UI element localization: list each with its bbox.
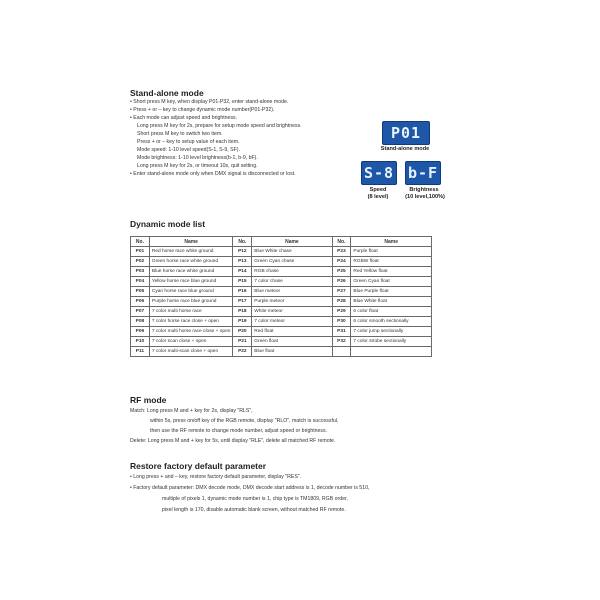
mode-number-cell: P02 xyxy=(131,257,150,267)
column-header: Name xyxy=(252,237,332,247)
brightness-caption: Brightness xyxy=(409,187,439,193)
table-row xyxy=(131,287,432,297)
table-row xyxy=(131,267,432,277)
mode-number-cell: P04 xyxy=(131,277,150,287)
mode-name-cell: 7 color horse race close + open xyxy=(149,317,233,327)
rf-line: Match: Long press M and + key for 2s, display "RLS", xyxy=(130,408,253,414)
rf-line: Delete: Long press M and + key for 5s, until display "RLE", delete all matched RF remote. xyxy=(130,438,336,444)
column-header: Name xyxy=(149,237,233,247)
brightness-level-caption: (10 level,100%) xyxy=(405,194,445,200)
mode-number-cell: P29 xyxy=(332,307,351,317)
lcd-display-speed: S-8 xyxy=(361,161,397,185)
mode-name-cell: 7 color multi horse race xyxy=(149,307,233,317)
mode-number-cell: P22 xyxy=(233,347,252,357)
standalone-line: Long press M key for 2s, prepare for setup mode speed and brightness. xyxy=(137,123,302,129)
table-row xyxy=(131,337,432,347)
table-row xyxy=(131,307,432,317)
mode-name-cell: 7 color multi horse race close + open xyxy=(149,327,233,337)
mode-number-cell: P08 xyxy=(131,317,150,327)
mode-number-cell: P19 xyxy=(233,317,252,327)
mode-number-cell: P11 xyxy=(131,347,150,357)
mode-number-cell: P26 xyxy=(332,277,351,287)
standalone-line: Long press M key for 2s, or timeout 10s, quit setting. xyxy=(137,163,258,169)
mode-number-cell: P05 xyxy=(131,287,150,297)
mode-name-cell: RGB chase xyxy=(252,267,332,277)
standalone-line: • Short press M key, when display P01-P32, enter stand-alone mode. xyxy=(130,99,289,105)
restore-line: multiple of pixels 1, dynamic mode number is 1, chip type is TM1809, RGB order, xyxy=(162,496,348,502)
table-row xyxy=(131,297,432,307)
speed-caption: Speed xyxy=(369,187,387,193)
mode-name-cell: Green Cyan float xyxy=(351,277,432,287)
mode-number-cell: P18 xyxy=(233,307,252,317)
mode-number-cell: P30 xyxy=(332,317,351,327)
lcd-display-mode: P01 xyxy=(382,121,430,145)
rf-line: within 5s, press on/off key of the RGB remote, display "RLO", match is successful, xyxy=(150,418,339,424)
restore-line: pixel length is 170, disable automatic blank screen, without matched RF remote. xyxy=(162,507,346,513)
standalone-line: Mode speed: 1-10 level speed(S-1, S-9, SF). xyxy=(137,147,240,153)
table-row xyxy=(131,257,432,267)
standalone-line: • Press + or – key to change dynamic mode number(P01-P32). xyxy=(130,107,275,113)
mode-number-cell: P24 xyxy=(332,257,351,267)
column-header: No. xyxy=(233,237,252,247)
mode-name-cell: RGBW float xyxy=(351,257,432,267)
mode-number-cell: P12 xyxy=(233,247,252,257)
mode-number-cell: P01 xyxy=(131,247,150,257)
mode-name-cell: Purple float xyxy=(351,247,432,257)
mode-name-cell: Red horse race white ground xyxy=(149,247,233,257)
mode-name-cell: 7 color scan close + open xyxy=(149,337,233,347)
mode-name-cell: 6 color smooth sectionally xyxy=(351,317,432,327)
lcd-mode-caption: Stand-alone mode xyxy=(380,146,430,152)
mode-name-cell: 7 color strobe sectionally xyxy=(351,337,432,347)
speed-level-caption: (8 level) xyxy=(367,194,389,200)
restore-line: • Long press + and – key, restore factory default parameter, display "RES". xyxy=(130,474,302,480)
mode-name-cell: Blue White chase xyxy=(252,247,332,257)
table-row xyxy=(131,247,432,257)
mode-name-cell: Purple horse race blue ground xyxy=(149,297,233,307)
mode-number-cell: P07 xyxy=(131,307,150,317)
mode-number-cell: P31 xyxy=(332,327,351,337)
table-row xyxy=(131,327,432,337)
mode-number-cell: P10 xyxy=(131,337,150,347)
mode-name-cell: Blue White float xyxy=(351,297,432,307)
mode-name-cell: Yellow horse race blue ground xyxy=(149,277,233,287)
mode-number-cell: P14 xyxy=(233,267,252,277)
mode-name-cell: Cyan horse race blue ground xyxy=(149,287,233,297)
mode-number-cell: P09 xyxy=(131,327,150,337)
mode-number-cell: P28 xyxy=(332,297,351,307)
mode-name-cell: Green horse race white ground xyxy=(149,257,233,267)
column-header: Name xyxy=(351,237,432,247)
mode-name-cell: White meteor xyxy=(252,307,332,317)
mode-name-cell: 7 color multi-scan close + open xyxy=(149,347,233,357)
table-row xyxy=(131,347,432,357)
standalone-line: • Enter stand-alone mode only when DMX signal is disconnected or lost. xyxy=(130,171,296,177)
table-row xyxy=(131,317,432,327)
mode-name-cell: 6 color float xyxy=(351,307,432,317)
mode-name-cell: Green Cyan chase xyxy=(252,257,332,267)
mode-name-cell: Red Yellow float xyxy=(351,267,432,277)
table-row xyxy=(131,277,432,287)
mode-name-cell: Blue Purple float xyxy=(351,287,432,297)
restore-title: Restore factory default parameter xyxy=(130,461,267,471)
mode-number-cell: P32 xyxy=(332,337,351,347)
mode-number-cell: P13 xyxy=(233,257,252,267)
mode-name-cell: Blue horse race white ground xyxy=(149,267,233,277)
mode-name-cell: Green float xyxy=(252,337,332,347)
mode-number-cell: P21 xyxy=(233,337,252,347)
lcd-display-brightness: b-F xyxy=(405,161,441,185)
dynamic-mode-table xyxy=(130,236,432,357)
standalone-line: • Each mode can adjust speed and brightness. xyxy=(130,115,238,121)
mode-number-cell xyxy=(332,347,351,357)
standalone-line: Mode brightness: 1-10 level brightness(b-1, b-9, bF). xyxy=(137,155,258,161)
mode-number-cell: P23 xyxy=(332,247,351,257)
dynamic-title: Dynamic mode list xyxy=(130,219,206,229)
restore-line: • Factory default parameter: DMX decode mode, DMX decode start address is 1, decode number is 510, xyxy=(130,485,370,491)
mode-number-cell: P25 xyxy=(332,267,351,277)
standalone-line: Press + or – key to setup value of each item. xyxy=(137,139,240,145)
rf-title: RF mode xyxy=(130,395,167,405)
mode-name-cell: 7 color meteor xyxy=(252,317,332,327)
mode-number-cell: P27 xyxy=(332,287,351,297)
mode-name-cell: Blue meteor xyxy=(252,287,332,297)
table-header-row xyxy=(131,237,432,247)
mode-name-cell: Red float xyxy=(252,327,332,337)
standalone-title: Stand-alone mode xyxy=(130,88,204,98)
mode-number-cell: P03 xyxy=(131,267,150,277)
column-header: No. xyxy=(131,237,150,247)
mode-number-cell: P20 xyxy=(233,327,252,337)
mode-number-cell: P06 xyxy=(131,297,150,307)
mode-name-cell: 7 color chase xyxy=(252,277,332,287)
mode-number-cell: P16 xyxy=(233,287,252,297)
column-header: No. xyxy=(332,237,351,247)
mode-name-cell: 7 color jump sectionally xyxy=(351,327,432,337)
mode-number-cell: P15 xyxy=(233,277,252,287)
mode-name-cell: Purple meteor xyxy=(252,297,332,307)
rf-line: then use the RF remote to change mode number, adjust speed or brightness. xyxy=(150,428,328,434)
mode-number-cell: P17 xyxy=(233,297,252,307)
standalone-line: Short press M key to switch two item. xyxy=(137,131,223,137)
mode-name-cell xyxy=(351,347,432,357)
mode-name-cell: Blue float xyxy=(252,347,332,357)
